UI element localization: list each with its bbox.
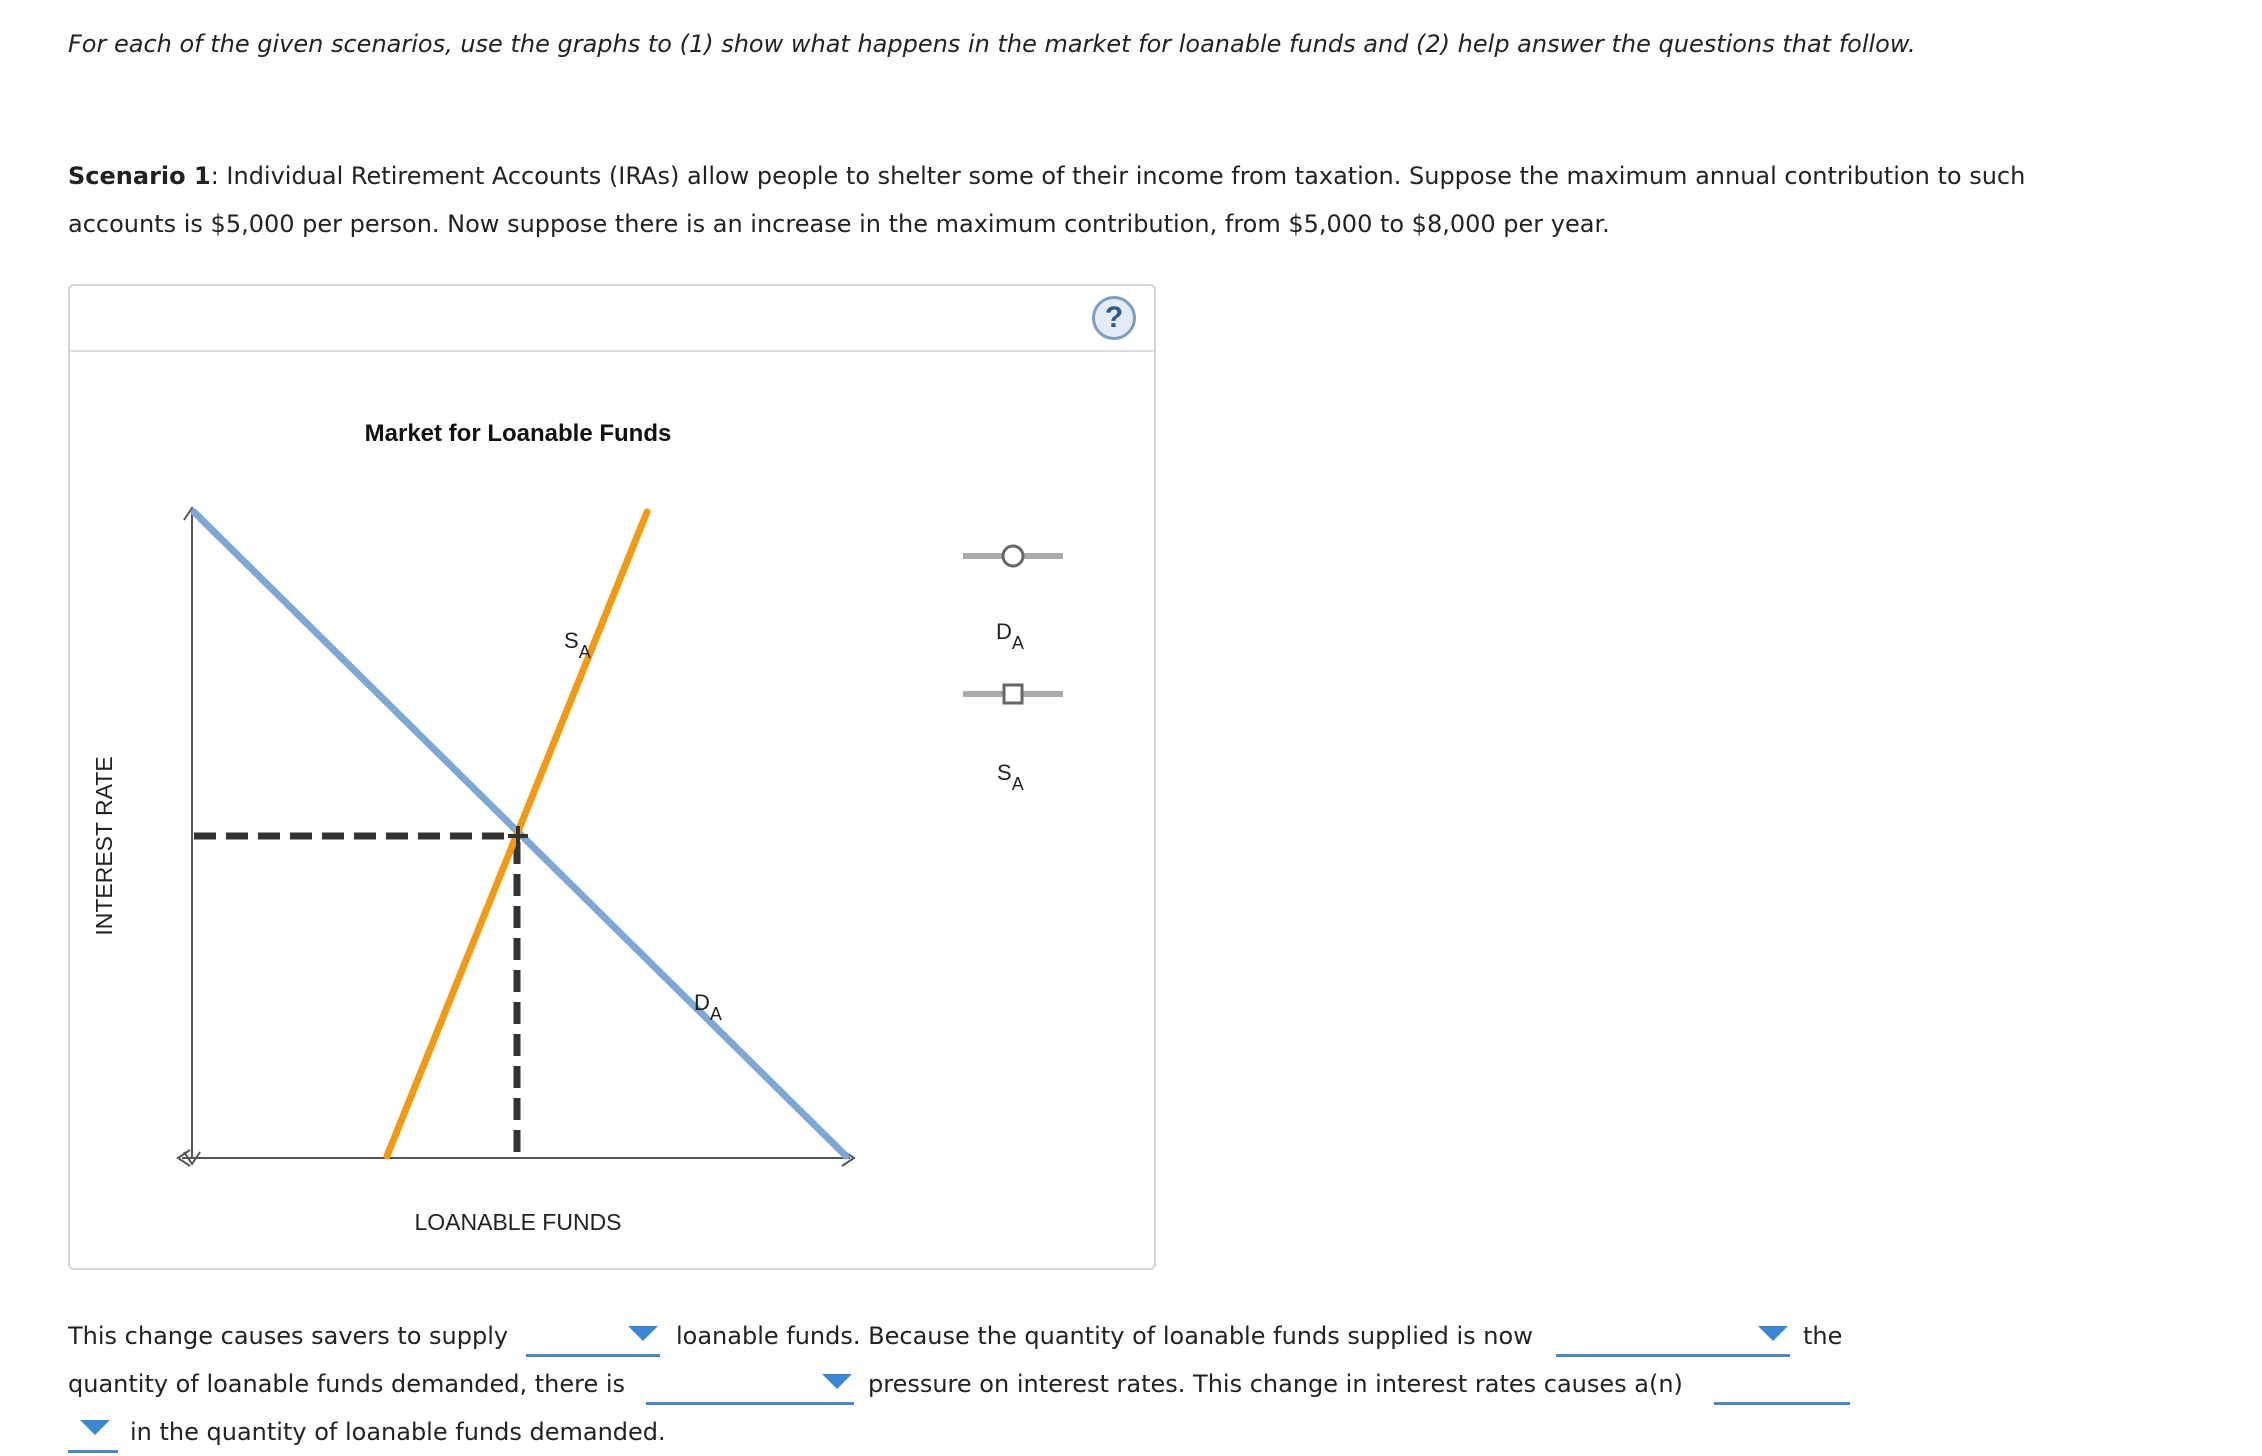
chevron-down-icon [822, 1374, 852, 1389]
question-line2-start: quantity of loanable funds demanded, there is [68, 1370, 626, 1398]
pressure-dropdown[interactable] [646, 1366, 854, 1405]
supply-curve-label: $S_A$ [564, 628, 591, 662]
graph-panel [68, 284, 1156, 1270]
square-marker-icon [1004, 685, 1022, 703]
chevron-down-icon [80, 1420, 110, 1435]
instructions-text: For each of the given scenarios, use the graphs to (1) show what happens in the market for loanable funds and (2) help answer the questions that follow. [68, 30, 1916, 58]
question-line3: in the quantity of loanable funds demanded. [130, 1418, 666, 1446]
scenario-description: : Individual Retirement Accounts (IRAs) allow people to shelter some of their income from taxation. Suppose the maximum annual contribution to such accounts is $5,000 per person. Now suppose there is an increase in the maximum contribution, from $5,000 to $8,000 per year. [68, 162, 2026, 238]
y-axis-label: INTEREST RATE [91, 756, 117, 936]
palette-demand-tool[interactable] [963, 546, 1063, 653]
palette-demand-label: $D_A$ [996, 619, 1024, 653]
change-in-demanded-dropdown[interactable] [1714, 1366, 1850, 1405]
question-line2-middle: pressure on interest rates. This change in interest rates causes a(n) [868, 1370, 1683, 1398]
demand-curve-label: $D_A$ [694, 990, 722, 1024]
change-in-demanded-dropdown-arrow[interactable] [68, 1414, 118, 1453]
question-line1-middle: loanable funds. Because the quantity of loanable funds supplied is now [676, 1322, 1533, 1350]
question-line1-end: the [1803, 1322, 1843, 1350]
palette-supply-label: $S_A$ [997, 760, 1024, 794]
chevron-down-icon [628, 1326, 658, 1341]
scenario-text [68, 152, 2068, 248]
circle-marker-icon [1003, 546, 1023, 566]
graph-title: Market for Loanable Funds [364, 420, 672, 447]
help-button[interactable]: ? [1092, 296, 1136, 340]
supplied-vs-demanded-dropdown[interactable] [1556, 1318, 1790, 1357]
supply-change-dropdown[interactable] [526, 1318, 660, 1357]
x-axis-label: LOANABLE FUNDS [414, 1209, 622, 1235]
palette-supply-tool[interactable] [963, 685, 1063, 794]
chevron-down-icon [1758, 1326, 1788, 1341]
scenario-label: Scenario 1 [68, 162, 211, 190]
graph-canvas [70, 286, 1154, 1268]
question-line1-start: This change causes savers to supply [68, 1322, 509, 1350]
